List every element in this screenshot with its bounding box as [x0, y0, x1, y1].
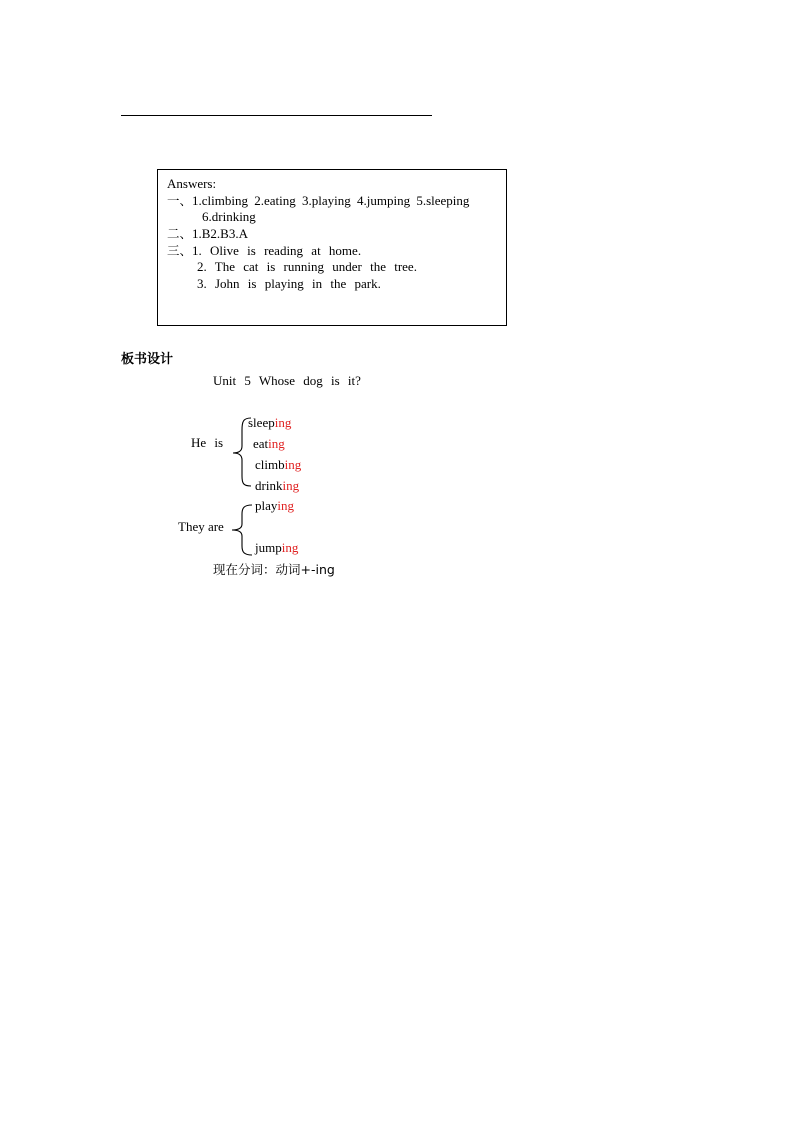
section-1-line-2: 6.drinking [202, 209, 256, 224]
section-1-marker: 一、 [167, 193, 193, 208]
he-is-word-1 [248, 415, 291, 431]
word-stem: climb [255, 457, 285, 472]
word-suffix: ing [268, 436, 285, 451]
word-suffix: ing [284, 457, 302, 472]
present-participle-rule [213, 562, 335, 578]
section-3-item-3: 3. John is playing in the park. [197, 276, 381, 291]
section-2-text: 1.B2.B3.A [192, 226, 248, 241]
word-stem: sleep [248, 415, 275, 430]
board-heading: 板书设计 [121, 352, 174, 367]
word-stem: play [255, 498, 278, 513]
section-1-line-1: 1.climbing 2.eating 3.playing 4.jumping 5.sleeping [192, 193, 470, 208]
word-stem: drink [255, 478, 283, 493]
section-3-item-1: 1. Olive is reading at home. [192, 243, 362, 258]
they-are-word-2 [255, 540, 298, 556]
word-suffix: ing [277, 498, 295, 513]
rule-text: 现在分词：动词+-ing [213, 562, 335, 577]
word-stem: eat [253, 436, 269, 451]
section-2-marker: 二、 [167, 226, 193, 241]
answers-section-3 [167, 243, 361, 259]
they-are-label: They are [178, 519, 224, 534]
he-is-word-4 [255, 478, 299, 494]
board-title: Unit 5 Whose dog is it? [213, 373, 361, 388]
top-horizontal-rule [121, 115, 432, 116]
word-stem: jump [255, 540, 282, 555]
answers-section-1 [167, 193, 469, 209]
he-is-word-3 [255, 457, 301, 473]
section-3-item-2: 2. The cat is running under the tree. [197, 259, 417, 274]
he-is-label: He is [191, 435, 224, 450]
word-suffix: ing [281, 540, 299, 555]
answers-section-2 [167, 226, 248, 242]
answers-title: Answers: [167, 176, 217, 191]
section-3-marker: 三、 [167, 243, 193, 258]
they-are-word-1 [255, 498, 294, 514]
word-suffix: ing [274, 415, 292, 430]
he-is-word-2 [253, 436, 285, 452]
they-are-brace [228, 503, 254, 557]
word-suffix: ing [282, 478, 300, 493]
